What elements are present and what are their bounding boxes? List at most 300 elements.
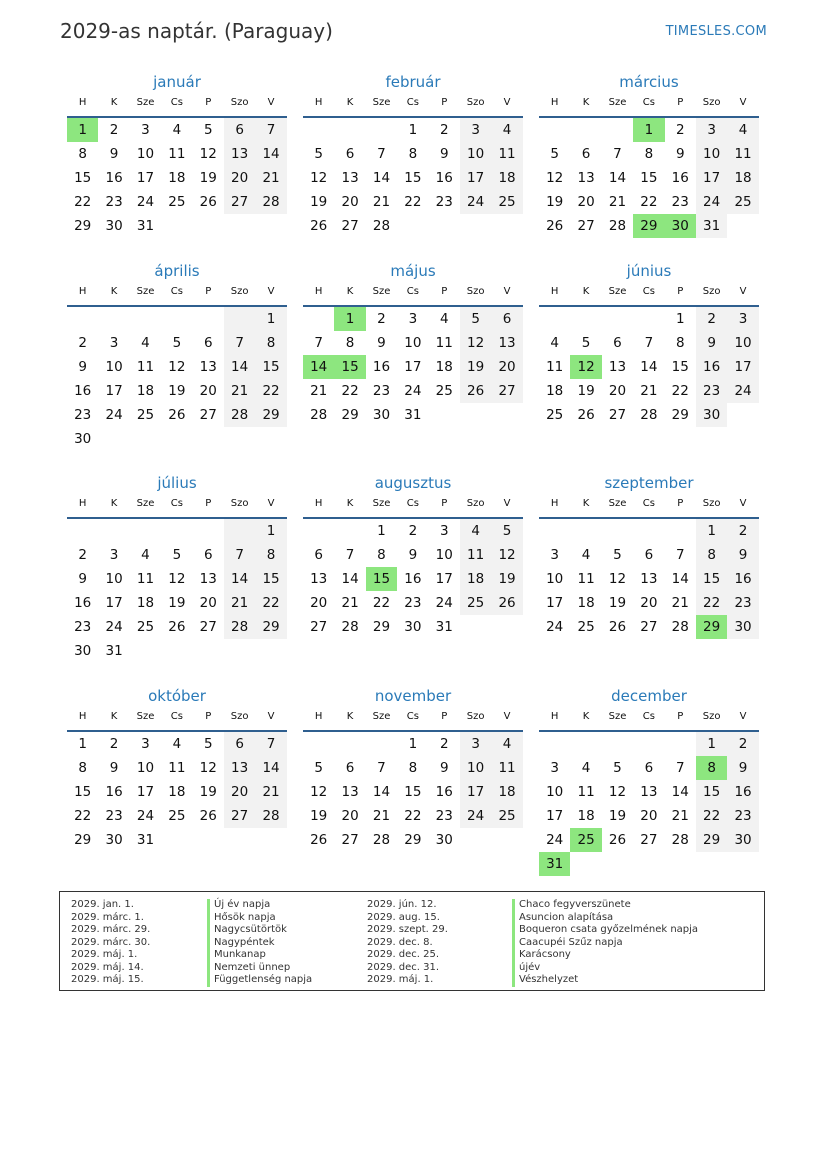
holiday-legend	[59, 891, 765, 991]
day-cell: 12	[168, 359, 186, 375]
day-cell: 2	[408, 523, 418, 539]
day-cell: 19	[608, 595, 627, 611]
weekday-label: Sze	[608, 498, 627, 509]
day-cell: 22	[404, 808, 422, 824]
day-cell: 8	[675, 335, 685, 351]
month-name: január	[153, 73, 201, 91]
day-cell: 20	[310, 595, 328, 611]
day-cell: 26	[199, 194, 217, 210]
day-cell: 12	[491, 543, 522, 567]
day-grid	[67, 118, 287, 238]
holiday-day: 12	[570, 355, 601, 379]
weekday-label: H	[78, 498, 87, 509]
day-cell: 11	[168, 146, 186, 162]
weekday-label: H	[314, 498, 323, 509]
day-cell: 4	[727, 118, 758, 142]
day-cell: 1	[696, 519, 727, 543]
empty-cell	[303, 732, 334, 756]
weekday-label: Szo	[466, 498, 485, 509]
day-cell: 4	[141, 335, 150, 351]
empty-cell	[539, 307, 570, 331]
day-cell: 12	[310, 784, 328, 800]
day-cell: 17	[546, 595, 564, 611]
day-cell: 16	[435, 784, 453, 800]
day-cell: 15	[255, 355, 286, 379]
weekday-label: V	[267, 286, 275, 297]
empty-cell	[633, 732, 664, 756]
day-cell: 26	[168, 407, 186, 423]
weekday-label: K	[346, 286, 354, 297]
day-cell: 15	[255, 567, 286, 591]
weekday-label: K	[110, 97, 118, 108]
day-cell: 20	[640, 595, 658, 611]
day-cell: 6	[224, 118, 255, 142]
day-cell: 4	[439, 311, 449, 327]
weekday-label: P	[677, 498, 684, 509]
weekday-label: Sze	[372, 97, 391, 108]
day-cell: 22	[74, 808, 92, 824]
day-cell: 6	[203, 547, 213, 563]
day-cell: 14	[671, 784, 689, 800]
weekday-label: V	[267, 498, 275, 509]
day-cell: 6	[644, 547, 654, 563]
weekday-label: H	[550, 711, 559, 722]
day-cell: 29	[696, 828, 727, 852]
day-cell: 24	[105, 407, 123, 423]
day-cell: 22	[255, 591, 286, 615]
day-cell: 15	[404, 784, 422, 800]
day-cell: 5	[203, 122, 213, 138]
day-cell: 18	[168, 784, 186, 800]
day-cell: 19	[310, 808, 328, 824]
day-cell: 2	[109, 122, 119, 138]
day-grid	[539, 307, 759, 427]
weekday-label: K	[110, 498, 118, 509]
weekday-label: K	[110, 286, 118, 297]
day-cell: 30	[105, 832, 123, 848]
day-cell: 5	[203, 736, 213, 752]
day-cell: 14	[372, 170, 391, 186]
day-cell: 26	[608, 619, 627, 635]
weekday-label: Cs	[170, 97, 183, 108]
empty-cell	[224, 307, 255, 331]
day-cell: 5	[613, 547, 622, 563]
day-cell: 26	[168, 619, 186, 635]
day-cell: 6	[203, 335, 213, 351]
empty-cell	[570, 307, 601, 331]
site-link[interactable]: TIMESLES.COM	[665, 24, 767, 39]
weekday-label: P	[441, 97, 448, 108]
day-grid	[67, 732, 287, 852]
weekday-label: Sze	[136, 97, 155, 108]
weekday-label: K	[582, 498, 590, 509]
weekday-label: V	[739, 97, 747, 108]
day-cell: 20	[341, 808, 359, 824]
day-cell: 24	[136, 194, 155, 210]
legend-holiday-name: Hősök napja	[207, 912, 312, 925]
legend-holiday-name: Függetlenség napja	[207, 974, 312, 987]
day-cell: 19	[491, 567, 522, 591]
day-cell: 19	[546, 194, 564, 210]
day-cell: 4	[581, 547, 591, 563]
weekday-label: V	[503, 97, 511, 108]
day-cell: 4	[172, 736, 182, 752]
day-cell: 26	[491, 591, 522, 615]
day-cell: 12	[310, 170, 328, 186]
weekday-label: Szo	[466, 97, 485, 108]
weekday-label: P	[677, 286, 684, 297]
weekday-label: Sze	[372, 711, 391, 722]
day-cell: 27	[608, 407, 627, 423]
day-cell: 21	[671, 595, 689, 611]
day-cell: 22	[404, 194, 422, 210]
weekday-label: P	[205, 711, 212, 722]
month-name: április	[154, 262, 200, 280]
weekday-label: V	[739, 498, 747, 509]
day-cell: 18	[577, 595, 595, 611]
day-cell: 10	[546, 571, 564, 587]
day-cell: 13	[640, 571, 658, 587]
holiday-day: 30	[665, 214, 696, 238]
weekday-label: Sze	[608, 711, 627, 722]
day-cell: 5	[172, 335, 182, 351]
day-cell: 2	[439, 736, 449, 752]
weekday-label: Cs	[170, 711, 183, 722]
legend-holiday-name: Új év napja	[207, 899, 312, 912]
weekday-label: Cs	[406, 97, 419, 108]
weekday-header	[303, 711, 523, 732]
empty-cell	[539, 118, 570, 142]
month-name: február	[385, 73, 441, 91]
day-cell: 1	[78, 736, 87, 752]
day-cell: 1	[377, 523, 386, 539]
month-12	[539, 687, 759, 876]
day-cell: 17	[435, 571, 453, 587]
day-cell: 28	[671, 619, 689, 635]
weekday-label: Szo	[702, 97, 721, 108]
day-cell: 28	[255, 190, 286, 214]
day-cell: 17	[105, 383, 123, 399]
weekday-label: Cs	[406, 498, 419, 509]
day-cell: 18	[136, 595, 155, 611]
legend-holiday-name: Nemzeti ünnep	[207, 962, 312, 975]
day-cell: 7	[345, 547, 355, 563]
day-cell: 30	[696, 403, 727, 427]
day-cell: 19	[168, 595, 186, 611]
weekday-label: Szo	[230, 97, 249, 108]
day-cell: 30	[105, 218, 123, 234]
day-cell: 19	[577, 383, 595, 399]
day-cell: 5	[460, 307, 491, 331]
day-cell: 15	[671, 359, 689, 375]
empty-cell	[570, 118, 601, 142]
month-name: november	[374, 687, 452, 705]
day-cell: 1	[696, 732, 727, 756]
month-3	[539, 73, 759, 238]
weekday-label: H	[550, 286, 559, 297]
day-cell: 19	[199, 170, 217, 186]
day-cell: 5	[550, 146, 559, 162]
empty-cell	[602, 118, 633, 142]
weekday-label: V	[267, 97, 275, 108]
empty-cell	[67, 519, 98, 543]
day-cell: 8	[78, 146, 87, 162]
day-cell: 23	[696, 379, 727, 403]
day-cell: 22	[671, 383, 689, 399]
empty-cell	[303, 307, 334, 331]
weekday-header	[539, 498, 759, 519]
day-cell: 25	[546, 407, 564, 423]
weekday-label: P	[441, 498, 448, 509]
empty-cell	[130, 519, 161, 543]
day-cell: 9	[109, 146, 119, 162]
day-cell: 20	[199, 383, 217, 399]
legend-holiday-name: Boqueron csata győzelmének napja	[512, 924, 698, 937]
day-cell: 9	[675, 146, 685, 162]
day-cell: 22	[372, 595, 391, 611]
day-cell: 27	[491, 379, 522, 403]
day-grid	[303, 519, 523, 639]
day-grid	[303, 732, 523, 852]
day-cell: 17	[136, 784, 155, 800]
day-cell: 11	[577, 784, 595, 800]
day-cell: 15	[696, 780, 727, 804]
weekday-label: K	[346, 97, 354, 108]
day-cell: 31	[404, 407, 422, 423]
empty-cell	[366, 732, 397, 756]
day-cell: 9	[377, 335, 386, 351]
weekday-label: P	[441, 286, 448, 297]
empty-cell	[161, 519, 192, 543]
month-7	[67, 474, 287, 663]
weekday-label: Szo	[230, 286, 249, 297]
day-cell: 14	[372, 784, 391, 800]
weekday-label: V	[503, 286, 511, 297]
day-cell: 11	[460, 543, 491, 567]
day-cell: 3	[109, 547, 119, 563]
month-name: december	[611, 687, 687, 705]
weekday-label: P	[205, 97, 212, 108]
legend-date: 2029. dec. 8.	[367, 936, 433, 948]
day-cell: 27	[640, 832, 658, 848]
day-cell: 15	[74, 170, 92, 186]
legend-date: 2029. szept. 29.	[367, 924, 448, 935]
empty-cell	[67, 307, 98, 331]
day-cell: 18	[491, 780, 522, 804]
weekday-label: P	[677, 711, 684, 722]
day-cell: 26	[310, 832, 328, 848]
day-cell: 31	[136, 832, 155, 848]
month-name: szeptember	[604, 474, 694, 492]
legend-holiday-name: Asuncion alapítása	[512, 912, 698, 925]
day-cell: 11	[491, 756, 522, 780]
day-cell: 8	[696, 543, 727, 567]
day-cell: 9	[727, 543, 758, 567]
day-cell: 25	[491, 190, 522, 214]
day-cell: 19	[608, 808, 627, 824]
day-cell: 10	[136, 146, 155, 162]
day-cell: 1	[408, 122, 418, 138]
legend-names-right	[512, 899, 698, 987]
empty-cell	[98, 519, 129, 543]
day-cell: 9	[109, 760, 119, 776]
weekday-label: Cs	[642, 97, 655, 108]
day-cell: 9	[439, 760, 449, 776]
day-cell: 23	[105, 808, 123, 824]
day-cell: 6	[345, 146, 355, 162]
day-cell: 30	[74, 431, 92, 447]
month-10	[67, 687, 287, 852]
weekday-label: H	[78, 286, 87, 297]
day-cell: 13	[199, 571, 217, 587]
day-cell: 11	[577, 571, 595, 587]
month-11	[303, 687, 523, 852]
day-cell: 21	[255, 780, 286, 804]
day-cell: 10	[435, 547, 453, 563]
day-cell: 2	[109, 736, 119, 752]
day-cell: 6	[314, 547, 323, 563]
day-cell: 23	[435, 194, 453, 210]
weekday-label: P	[205, 286, 212, 297]
day-cell: 16	[105, 784, 123, 800]
day-cell: 27	[224, 804, 255, 828]
day-cell: 5	[314, 760, 323, 776]
legend-date: 2029. dec. 31.	[367, 961, 440, 973]
day-cell: 31	[105, 643, 123, 659]
day-cell: 14	[224, 567, 255, 591]
month-name: október	[148, 687, 206, 705]
legend-holiday-name: Vészhelyzet	[512, 974, 698, 987]
empty-cell	[539, 519, 570, 543]
day-cell: 7	[377, 146, 386, 162]
day-cell: 30	[727, 828, 758, 852]
weekday-label: K	[582, 97, 590, 108]
day-cell: 1	[255, 307, 286, 331]
legend-holiday-name: Karácsony	[512, 949, 698, 962]
legend-holiday-name: Nagycsütörtök	[207, 924, 312, 937]
day-cell: 28	[224, 403, 255, 427]
day-cell: 4	[141, 547, 150, 563]
weekday-label: Szo	[466, 711, 485, 722]
day-cell: 21	[310, 383, 328, 399]
day-grid	[67, 519, 287, 663]
day-cell: 24	[105, 619, 123, 635]
weekday-header	[303, 286, 523, 307]
day-cell: 22	[255, 379, 286, 403]
day-cell: 17	[136, 170, 155, 186]
day-cell: 3	[141, 122, 150, 138]
day-cell: 29	[74, 218, 92, 234]
weekday-label: K	[346, 711, 354, 722]
day-cell: 2	[439, 122, 449, 138]
weekday-label: H	[78, 711, 87, 722]
holiday-day: 1	[633, 118, 664, 142]
day-cell: 19	[199, 784, 217, 800]
day-cell: 12	[608, 571, 627, 587]
empty-cell	[130, 307, 161, 331]
weekday-label: Sze	[372, 286, 391, 297]
day-cell: 4	[491, 118, 522, 142]
day-cell: 18	[577, 808, 595, 824]
day-cell: 14	[640, 359, 658, 375]
day-cell: 21	[341, 595, 359, 611]
day-cell: 16	[727, 780, 758, 804]
day-cell: 21	[372, 194, 391, 210]
weekday-label: Szo	[702, 286, 721, 297]
weekday-label: P	[441, 711, 448, 722]
weekday-label: Szo	[466, 286, 485, 297]
day-cell: 12	[199, 146, 217, 162]
day-cell: 16	[105, 170, 123, 186]
day-cell: 6	[224, 732, 255, 756]
day-cell: 7	[224, 331, 255, 355]
weekday-label: Sze	[136, 286, 155, 297]
month-name: július	[157, 474, 197, 492]
day-cell: 9	[78, 359, 87, 375]
day-cell: 3	[550, 760, 559, 776]
day-cell: 15	[696, 567, 727, 591]
weekday-label: V	[267, 711, 275, 722]
weekday-label: Cs	[170, 286, 183, 297]
day-cell: 29	[341, 407, 359, 423]
day-cell: 13	[224, 756, 255, 780]
day-cell: 23	[727, 804, 758, 828]
weekday-label: Sze	[372, 498, 391, 509]
day-cell: 22	[74, 194, 92, 210]
day-cell: 24	[404, 383, 422, 399]
empty-cell	[303, 519, 334, 543]
day-cell: 25	[136, 619, 155, 635]
day-cell: 24	[546, 832, 564, 848]
day-cell: 8	[255, 543, 286, 567]
day-cell: 27	[224, 190, 255, 214]
weekday-label: H	[314, 97, 323, 108]
weekday-label: Sze	[136, 498, 155, 509]
day-cell: 2	[377, 311, 386, 327]
day-cell: 17	[460, 780, 491, 804]
day-cell: 13	[310, 571, 328, 587]
empty-cell	[98, 307, 129, 331]
day-cell: 2	[727, 519, 758, 543]
day-cell: 27	[199, 407, 217, 423]
holiday-day: 1	[334, 307, 365, 331]
day-cell: 10	[105, 359, 123, 375]
day-cell: 20	[608, 383, 627, 399]
day-cell: 29	[404, 832, 422, 848]
day-cell: 16	[435, 170, 453, 186]
day-cell: 14	[608, 170, 627, 186]
weekday-header	[67, 97, 287, 118]
weekday-label: Szo	[230, 711, 249, 722]
day-cell: 30	[404, 619, 422, 635]
day-cell: 13	[199, 359, 217, 375]
day-cell: 7	[255, 118, 286, 142]
weekday-label: H	[314, 711, 323, 722]
month-name: június	[626, 262, 672, 280]
day-cell: 10	[105, 571, 123, 587]
day-cell: 18	[460, 567, 491, 591]
day-cell: 19	[310, 194, 328, 210]
day-cell: 6	[581, 146, 591, 162]
day-cell: 21	[640, 383, 658, 399]
day-cell: 5	[314, 146, 323, 162]
day-cell: 24	[460, 190, 491, 214]
day-cell: 26	[608, 832, 627, 848]
empty-cell	[602, 307, 633, 331]
holiday-day: 8	[696, 756, 727, 780]
day-cell: 5	[581, 335, 591, 351]
weekday-label: K	[346, 498, 354, 509]
